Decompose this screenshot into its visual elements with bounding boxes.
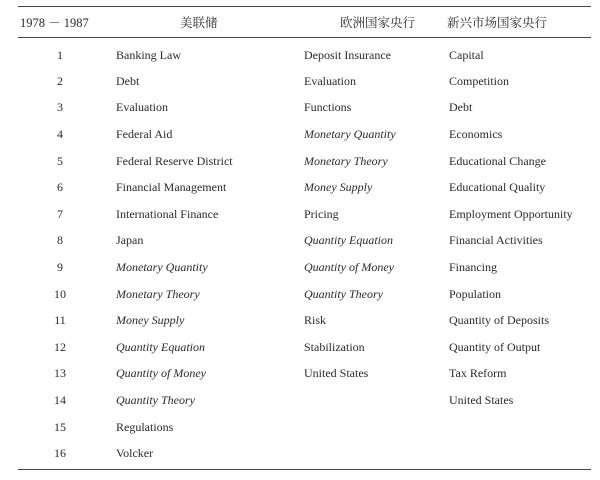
emerging-keyword: Financial Activities <box>449 233 543 248</box>
ecb-keyword <box>296 387 445 414</box>
row-number: 14 <box>54 392 66 407</box>
row-number: 15 <box>54 419 66 434</box>
emerging-keyword: Competition <box>449 73 509 88</box>
row-number: 7 <box>57 206 63 221</box>
ecb-keyword: Money Supply <box>304 180 373 195</box>
fed-keyword: Evaluation <box>116 100 168 115</box>
table-body <box>18 38 591 469</box>
table-row <box>18 148 591 175</box>
ecb-keyword: Quantity Equation <box>304 233 393 248</box>
keyword-table-body <box>18 38 591 469</box>
fed-keyword: Money Supply <box>116 313 185 328</box>
row-number: 11 <box>54 313 66 328</box>
emerging-keyword: Population <box>449 286 502 301</box>
header-row <box>18 7 591 37</box>
ecb-keyword: United States <box>304 366 369 381</box>
row-number: 2 <box>57 73 63 88</box>
table-row <box>18 38 591 68</box>
table-row <box>18 95 591 122</box>
ecb-keyword: Monetary Quantity <box>304 126 396 141</box>
row-number: 16 <box>54 446 66 461</box>
ecb-keyword: Monetary Theory <box>304 153 388 168</box>
table-row <box>18 414 591 441</box>
row-number: 5 <box>57 153 63 168</box>
emerging-keyword <box>445 414 591 441</box>
row-number: 4 <box>57 126 63 141</box>
row-number: 6 <box>57 180 63 195</box>
table-bottom-rule <box>18 469 591 470</box>
fed-keyword: Japan <box>116 233 144 248</box>
row-number: 12 <box>54 339 66 354</box>
fed-keyword: Quantity Equation <box>116 339 205 354</box>
fed-keyword: Regulations <box>116 419 174 434</box>
emerging-keyword: Employment Opportunity <box>449 206 573 221</box>
table-row <box>18 254 591 281</box>
ecb-keyword: Pricing <box>304 206 339 221</box>
header-fed: 美联储 <box>180 15 218 30</box>
ecb-keyword <box>296 440 445 469</box>
emerging-keyword: Economics <box>449 126 503 141</box>
table-row <box>18 440 591 469</box>
emerging-keyword: United States <box>449 392 514 407</box>
table-row <box>18 174 591 201</box>
ecb-keyword: Evaluation <box>304 73 356 88</box>
fed-keyword: International Finance <box>116 206 219 221</box>
table-row <box>18 387 591 414</box>
table-row <box>18 361 591 388</box>
table-row <box>18 68 591 95</box>
row-number: 1 <box>57 47 63 62</box>
emerging-keyword: Educational Quality <box>449 180 546 195</box>
emerging-keyword: Financing <box>449 259 497 274</box>
ecb-keyword: Stabilization <box>304 339 365 354</box>
header-year-range: 1978 － 1987 <box>20 16 89 30</box>
table-header <box>18 7 591 37</box>
fed-keyword: Federal Aid <box>116 126 173 141</box>
keyword-table <box>18 7 591 37</box>
table-row <box>18 121 591 148</box>
ecb-keyword: Deposit Insurance <box>304 47 391 62</box>
fed-keyword: Federal Reserve District <box>116 153 233 168</box>
row-number: 13 <box>54 366 66 381</box>
row-number: 10 <box>54 286 66 301</box>
table-row <box>18 228 591 255</box>
keyword-table-container <box>18 0 591 470</box>
ecb-keyword: Quantity of Money <box>304 259 394 274</box>
row-number: 9 <box>57 259 63 274</box>
header-emerging: 新兴市场国家央行 <box>447 15 548 30</box>
fed-keyword: Monetary Quantity <box>116 259 208 274</box>
row-number: 3 <box>57 100 63 115</box>
table-row <box>18 201 591 228</box>
table-row <box>18 307 591 334</box>
emerging-keyword: Educational Change <box>449 153 546 168</box>
emerging-keyword <box>445 440 591 469</box>
table-row <box>18 334 591 361</box>
emerging-keyword: Quantity of Output <box>449 339 541 354</box>
ecb-keyword <box>296 414 445 441</box>
emerging-keyword: Capital <box>449 47 484 62</box>
fed-keyword: Volcker <box>116 446 154 461</box>
fed-keyword: Monetary Theory <box>116 286 200 301</box>
header-ecb: 欧洲国家央行 <box>340 15 416 30</box>
emerging-keyword: Debt <box>449 100 473 115</box>
ecb-keyword: Quantity Theory <box>304 286 383 301</box>
fed-keyword: Quantity of Money <box>116 366 206 381</box>
fed-keyword: Financial Management <box>116 180 227 195</box>
emerging-keyword: Tax Reform <box>449 366 507 381</box>
emerging-keyword: Quantity of Deposits <box>449 313 549 328</box>
fed-keyword: Debt <box>116 73 140 88</box>
fed-keyword: Banking Law <box>116 47 181 62</box>
table-row <box>18 281 591 308</box>
ecb-keyword: Risk <box>304 313 327 328</box>
row-number: 8 <box>57 233 63 248</box>
fed-keyword: Quantity Theory <box>116 392 195 407</box>
ecb-keyword: Functions <box>304 100 352 115</box>
